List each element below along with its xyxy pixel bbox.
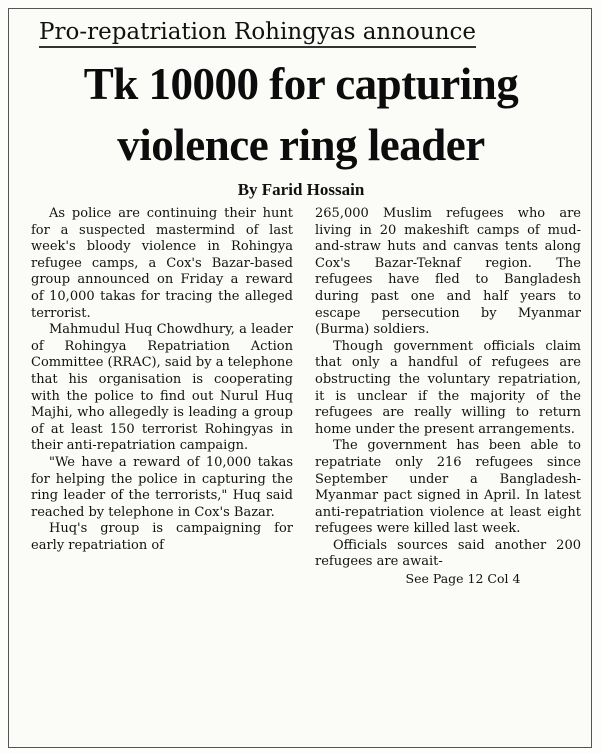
kicker-headline: Pro-repatriation Rohingyas announce [39,19,476,48]
paragraph: Mahmudul Huq Chowdhury, a leader of Rohingya Repatriation Action Committee (RRAC), said by a telephone that his organisation is cooperating with the police to find out Nurul Huq Majhi, who allegedly is leading a group of at least 150 terrorist Rohingyas in their anti-repatriation campaign. [31,322,293,454]
news-clipping [8,8,592,748]
article-column-right [315,206,581,588]
paragraph: Huq's group is campaigning for early repatriation of [31,521,293,553]
headline-line-2: violence ring leader [117,120,485,170]
article-column-left [31,206,293,554]
paragraph: 265,000 Muslim refugees who are living in 20 makeshift camps of mud-and-straw huts and canvas tents along Cox's Bazar-Teknaf region. The refugees have fled to Bangladesh during past one and half years to escape persecution by Myanmar (Burma) soldiers. [315,206,581,338]
paragraph: Though government officials claim that only a handful of refugees are obstructing the voluntary repatriation, it is unclear if the majority of the refugees are really willing to return home under the present arrangements. [315,338,581,437]
paragraph: Officials sources said another 200 refugees are await- [315,537,581,570]
paragraph: "We have a reward of 10,000 takas for helping the police in capturing the ring leader of the terrorists," Huq said reached by telephone in Cox's Bazar. [31,454,293,520]
continuation-note: See Page 12 Col 4 [405,571,521,587]
headline-line-1: Tk 10000 for capturing [83,59,519,109]
byline: By Farid Hossain [237,180,365,199]
paragraph: The government has been able to repatriate only 216 refugees since September under a Bangladesh-Myanmar pact signed in April. In latest anti-repatriation violence at least eight refugees were killed last week. [315,438,581,537]
paragraph: As police are continuing their hunt for a suspected mastermind of last week's bloody violence in Rohingya refugee camps, a Cox's Bazar-based group announced on Friday a reward of 10,000 takas for tracing the alleged terrorist. [31,206,293,321]
